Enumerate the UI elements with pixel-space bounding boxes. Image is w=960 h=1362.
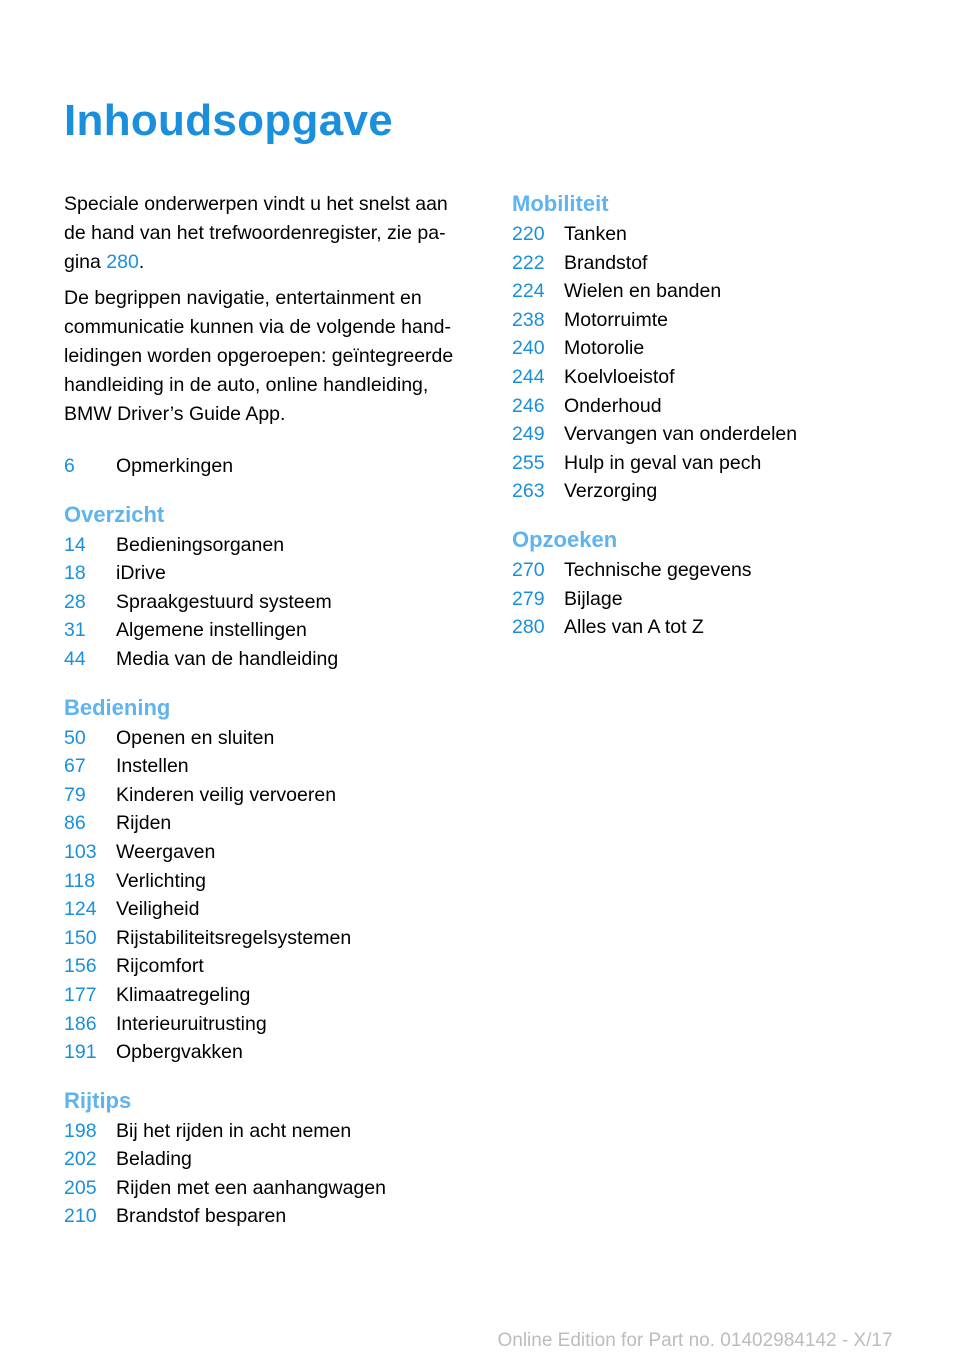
toc-entry[interactable] <box>64 724 484 753</box>
toc-page-number: 238 <box>512 308 545 331</box>
toc-entry-label: Media van de handleiding <box>116 647 339 670</box>
toc-page-number: 79 <box>64 783 86 806</box>
section-heading: Rijtips <box>64 1087 132 1113</box>
toc-entry-label: Kinderen veilig vervoeren <box>116 783 337 806</box>
page-title: Inhoudsopgave <box>64 96 394 145</box>
toc-page-number: 118 <box>64 869 96 892</box>
toc-entry[interactable] <box>512 556 932 585</box>
toc-entry[interactable] <box>64 1117 484 1146</box>
toc-page-number: 220 <box>512 223 545 245</box>
toc-entry[interactable] <box>64 1038 484 1067</box>
toc-entry-label: Opmerkingen <box>116 455 234 477</box>
toc-entry-label: Vervangen van onderdelen <box>564 423 798 446</box>
toc-page-number: 244 <box>512 365 545 388</box>
toc-entry[interactable] <box>512 613 932 642</box>
toc-entry-label: Veiligheid <box>116 898 200 921</box>
toc-entry-label: Algemene instellingen <box>116 619 307 642</box>
toc-page-number: 240 <box>512 337 545 360</box>
toc-entry[interactable] <box>512 392 932 421</box>
toc-entry[interactable] <box>512 306 932 335</box>
toc-page-number: 279 <box>512 587 545 610</box>
toc-left-column <box>64 452 484 1231</box>
toc-entry[interactable] <box>64 838 484 867</box>
toc-page-number: 156 <box>64 955 97 978</box>
toc-entry-label: Alles van A tot Z <box>564 616 704 639</box>
toc-page-number: 124 <box>64 898 97 921</box>
section-heading: Overzicht <box>64 501 165 527</box>
toc-entry[interactable] <box>512 334 932 363</box>
toc-entry[interactable] <box>64 752 484 781</box>
toc-entry[interactable] <box>64 809 484 838</box>
toc-page-number: 249 <box>512 423 545 446</box>
toc-entry[interactable] <box>64 895 484 924</box>
toc-entry-label: Opbergvakken <box>116 1041 243 1064</box>
toc-page-number: 6 <box>64 455 75 477</box>
intro-text <box>64 190 470 436</box>
toc-entry[interactable] <box>64 781 484 810</box>
toc-right-column <box>512 188 932 642</box>
toc-entry-label: Koelvloeistof <box>564 365 675 388</box>
toc-page-number: 177 <box>64 983 97 1006</box>
toc-entry-label: Rijden <box>116 812 172 835</box>
toc-entry[interactable] <box>64 645 484 674</box>
toc-entry[interactable] <box>64 867 484 896</box>
toc-entry-label: Weergaven <box>116 840 216 863</box>
toc-entry[interactable] <box>64 1202 484 1231</box>
toc-entry[interactable] <box>512 449 932 478</box>
toc-right-sections <box>512 188 932 642</box>
toc-page-number: 191 <box>64 1041 97 1064</box>
toc-entry-label: Tanken <box>564 223 627 245</box>
toc-entry-label: Motorruimte <box>564 308 669 331</box>
intro-paragraph-1-end: . <box>138 251 145 273</box>
toc-entry-label: Bij het rijden in acht nemen <box>116 1119 352 1142</box>
toc-entry-label: Brandstof <box>564 251 648 274</box>
section-heading: Bediening <box>64 694 171 720</box>
toc-entry-label: Technische gegevens <box>564 558 752 581</box>
toc-page-number: 31 <box>64 619 86 642</box>
toc-entry[interactable] <box>512 585 932 614</box>
toc-entry[interactable] <box>64 1010 484 1039</box>
toc-page-number: 44 <box>64 647 86 670</box>
toc-entry-label: iDrive <box>116 562 166 585</box>
toc-entry[interactable] <box>512 363 932 392</box>
toc-page-number: 224 <box>512 280 545 303</box>
toc-entry-label: Rijden met een aanhangwagen <box>116 1176 386 1199</box>
toc-page-number: 14 <box>64 533 86 556</box>
intro-paragraph-1 <box>64 190 470 277</box>
toc-page-number: 205 <box>64 1176 97 1199</box>
intro-paragraph-2: De begrippen navigatie, entertainment en communicatie kunnen via de volgende hand‐leidingen worden opgeroepen: geïntegreerde handleiding in de auto, online handleiding, BMW Driver’s Guide App. <box>64 287 454 425</box>
toc-entry-label: Interieuruitrusting <box>116 1012 267 1035</box>
toc-page-number: 86 <box>64 812 86 835</box>
toc-entry[interactable] <box>64 588 484 617</box>
intro-paragraph-1-text: Speciale onderwerpen vindt u het snelst aan de hand van het trefwoordenregister, zie pa‐gina <box>64 193 448 273</box>
toc-page-number: 263 <box>512 480 545 503</box>
toc-entry-label: Verzorging <box>564 480 658 503</box>
toc-entry-label: Motorolie <box>564 337 645 360</box>
index-page-link[interactable]: 280 <box>106 251 139 273</box>
toc-entry-label: Onderhoud <box>564 394 662 417</box>
toc-entry-label: Belading <box>116 1148 192 1171</box>
section-heading: Mobiliteit <box>512 191 609 216</box>
toc-entry[interactable] <box>64 1145 484 1174</box>
toc-entry[interactable] <box>64 531 484 560</box>
toc-page-number: 150 <box>64 926 97 949</box>
toc-page-number: 186 <box>64 1012 97 1035</box>
toc-page-number: 28 <box>64 590 86 613</box>
toc-page-number: 18 <box>64 562 86 585</box>
section-heading: Opzoeken <box>512 526 618 552</box>
toc-entry[interactable] <box>512 220 932 249</box>
toc-entry[interactable] <box>512 477 932 506</box>
toc-entry-label: Brandstof besparen <box>116 1205 287 1228</box>
toc-entry-label: Klimaatregeling <box>116 983 251 1006</box>
toc-entry[interactable] <box>64 559 484 588</box>
toc-entry-label: Bedieningsorganen <box>116 533 285 556</box>
toc-page-number: 280 <box>512 616 545 639</box>
toc-entry[interactable] <box>64 616 484 645</box>
toc-entry-label: Instellen <box>116 755 189 778</box>
toc-page-number: 210 <box>64 1205 97 1228</box>
toc-entry[interactable] <box>512 249 932 278</box>
toc-entry-label: Rijstabiliteitsregelsystemen <box>116 926 352 949</box>
toc-page-number: 270 <box>512 558 545 581</box>
toc-page-number: 255 <box>512 451 545 474</box>
toc-entry-label: Hulp in geval van pech <box>564 451 762 474</box>
toc-page-number: 50 <box>64 726 86 749</box>
toc-entry[interactable] <box>64 981 484 1010</box>
toc-page-number: 202 <box>64 1148 97 1171</box>
toc-page-number: 246 <box>512 394 545 417</box>
toc-entry-label: Rijcomfort <box>116 955 204 978</box>
toc-entry[interactable] <box>512 420 932 449</box>
toc-entry[interactable] <box>512 277 932 306</box>
toc-entry[interactable] <box>64 1174 484 1203</box>
toc-entry[interactable] <box>64 452 484 481</box>
toc-entry-label: Wielen en banden <box>564 280 722 303</box>
toc-entry-label: Spraakgestuurd systeem <box>116 590 332 613</box>
toc-entry-label: Bijlage <box>564 587 623 610</box>
toc-page-number: 222 <box>512 251 545 274</box>
toc-entry[interactable] <box>64 952 484 981</box>
toc-left-sections <box>64 499 484 1231</box>
toc-entry-label: Openen en sluiten <box>116 726 275 749</box>
footer-edition-text: Online Edition for Part no. 01402984142 - X/17 <box>497 1330 893 1351</box>
toc-page-number: 67 <box>64 755 86 778</box>
toc-entry[interactable] <box>64 924 484 953</box>
toc-entry-label: Verlichting <box>116 869 206 892</box>
toc-page-number: 198 <box>64 1119 97 1142</box>
toc-page-number: 103 <box>64 840 97 863</box>
